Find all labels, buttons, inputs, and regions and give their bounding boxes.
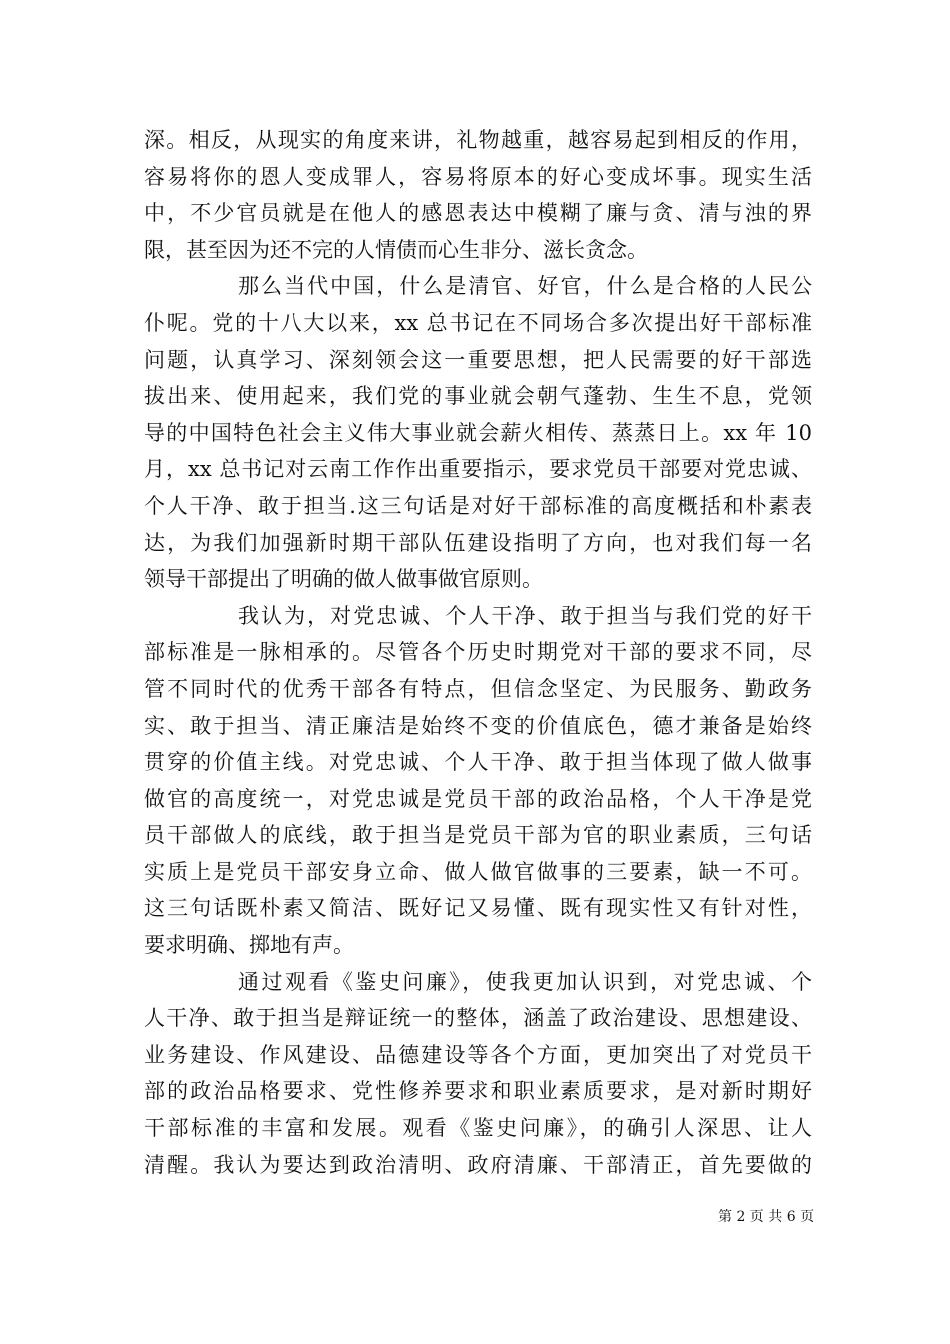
text-line: 部的政治品格要求、党性修养要求和职业素质要求，是对新时期好 <box>144 1079 812 1104</box>
text-line: 月，xx 总书记对云南工作作出重要指示，要求党员干部要对党忠诚、 <box>144 457 812 482</box>
document-body <box>144 122 812 1183</box>
text-line: 中，不少官员就是在他人的感恩表达中模糊了廉与贪、清与浊的界 <box>144 201 812 226</box>
text-line: 拔出来、使用起来，我们党的事业就会朝气蓬勃、生生不息，党领 <box>144 384 812 409</box>
text-line: 干部标准的丰富和发展。观看《鉴史问廉》，的确引人深思、让人 <box>144 1116 812 1141</box>
paragraph-3 <box>144 598 812 964</box>
text-line: 人干净、敢于担当是辩证统一的整体，涵盖了政治建设、思想建设、 <box>144 1006 812 1031</box>
paragraph-1 <box>144 122 812 268</box>
text-line: 管不同时代的优秀干部各有特点，但信念坚定、为民服务、勤政务 <box>144 676 812 701</box>
paragraph-4 <box>144 964 812 1184</box>
text-line: 导的中国特色社会主义伟大事业就会薪火相传、蒸蒸日上。xx 年 10 <box>144 420 812 445</box>
text-line: 做官的高度统一，对党忠诚是党员干部的政治品格，个人干净是党 <box>144 786 812 811</box>
text-line: 清醒。我认为要达到政治清明、政府清廉、干部清正，首先要做的 <box>144 1152 812 1177</box>
text-line: 达，为我们加强新时期干部队伍建设指明了方向，也对我们每一名 <box>144 530 812 555</box>
text-line: 领导干部提出了明确的做人做事做官原则。 <box>144 567 543 592</box>
text-line: 问题，认真学习、深刻领会这一重要思想，把人民需要的好干部选 <box>144 347 812 372</box>
text-line: 深。相反，从现实的角度来讲，礼物越重，越容易起到相反的作用， <box>144 128 812 152</box>
text-line: 容易将你的恩人变成罪人，容易将原本的好心变成坏事。现实生活 <box>144 164 812 189</box>
text-line: 这三句话既朴素又简洁、既好记又易懂、既有现实性又有针对性， <box>144 896 812 921</box>
page-number-footer: 第 2 页 共 6 页 <box>718 1209 815 1225</box>
text-line: 个人干净、敢于担当.这三句话是对好干部标准的高度概括和朴素表 <box>144 493 812 518</box>
text-line: 业务建设、作风建设、品德建设等各个方面，更加突出了对党员干 <box>144 1042 812 1067</box>
text-line: 员干部做人的底线，敢于担当是党员干部为官的职业素质，三句话 <box>144 823 812 848</box>
text-line: 限，甚至因为还不完的人情债而心生非分、滋长贪念。 <box>144 237 648 262</box>
text-line: 实质上是党员干部安身立命、做人做官做事的三要素，缺一不可。 <box>144 859 812 884</box>
text-line: 贯穿的价值主线。对党忠诚、个人干净、敢于担当体现了做人做事 <box>144 750 812 775</box>
text-line: 部标准是一脉相承的。尽管各个历史时期党对干部的要求不同，尽 <box>144 640 812 665</box>
text-line: 实、敢于担当、清正廉洁是始终不变的价值底色，德才兼备是始终 <box>144 713 812 738</box>
text-line: 那么当代中国，什么是清官、好官，什么是合格的人民公 <box>238 274 812 299</box>
text-line: 要求明确、掷地有声。 <box>144 933 354 958</box>
paragraph-2 <box>144 268 812 597</box>
text-line: 我认为，对党忠诚、个人干净、敢于担当与我们党的好干 <box>238 603 812 628</box>
text-line: 仆呢。党的十八大以来，xx 总书记在不同场合多次提出好干部标准 <box>144 310 812 335</box>
text-line: 通过观看《鉴史问廉》，使我更加认识到，对党忠诚、个 <box>238 969 812 994</box>
